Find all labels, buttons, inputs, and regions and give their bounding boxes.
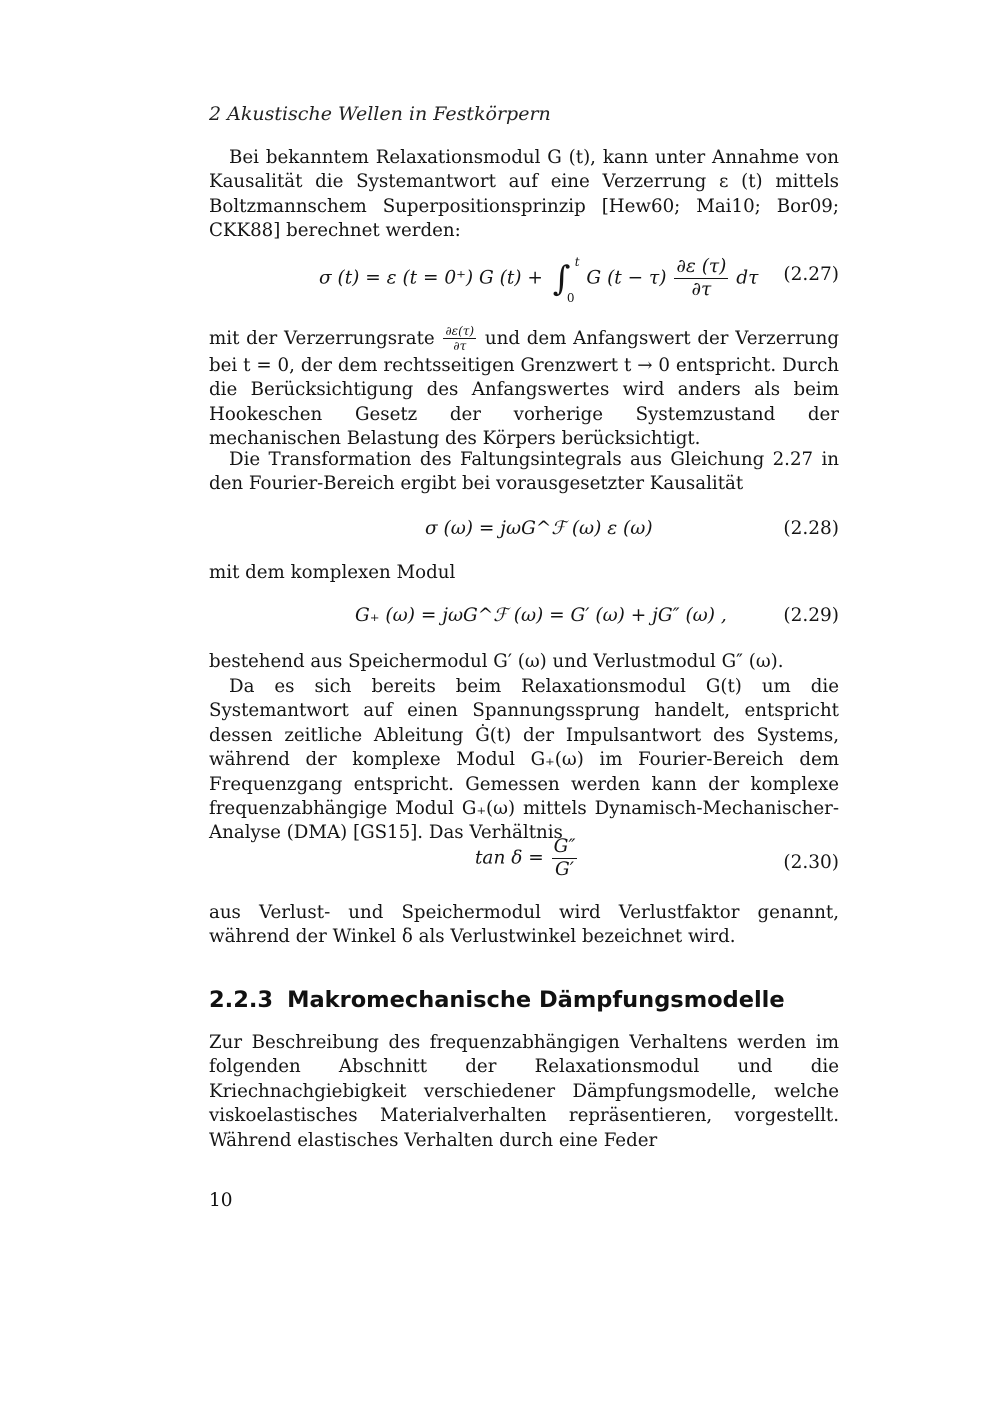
equation-2-30-fraction <box>552 836 578 881</box>
section-title: Makromechanische Dämpfungsmodelle <box>287 987 785 1013</box>
paragraph-strain-rate <box>209 324 839 451</box>
inline-fraction-denominator: ∂τ <box>453 339 467 354</box>
paragraph-intro: Bei bekanntem Relaxationsmodul G (t), kann unter Annahme von Kausalität die Systemantwort auf eine Verzerrung ε (t) mittels Boltzmannschem Superpositionsprinzip [Hew60; Mai10; Bor09; CKK88] berechnet werden: <box>209 147 839 242</box>
equation-number: (2.27) <box>783 264 839 285</box>
fraction-numerator: G″ <box>552 836 578 859</box>
fraction-denominator: ∂τ <box>691 279 712 301</box>
paragraph-loss-factor: aus Verlust- und Speichermodul wird Verlustfaktor genannt, während der Winkel δ als Verlustwinkel bezeichnet wird. <box>209 902 839 948</box>
page-number: 10 <box>209 1190 233 1211</box>
paragraph-complex-modulus: mit dem komplexen Modul <box>209 562 456 583</box>
integral-sign: ∫ t 0 <box>552 254 580 305</box>
paragraph-relaxation: Da es sich bereits beim Relaxationsmodul G(t) um die Systemantwort auf einen Spannungssprung handelt, entspricht dessen zeitliche Ableitung Ġ(t) der Impulsantwort des Systems, während der komplexe Modul G₊(ω) im Fourier-Bereich dem Frequenzgang entspricht. Gemessen werden kann der komplexe frequenzabhängige Modul G₊(ω) mittels Dynamisch-Mechanischer-Analyse (DMA) [GS15]. Das Verhältnis <box>209 676 839 844</box>
fraction-denominator: G′ <box>555 859 575 881</box>
paragraph-fourier: Die Transformation des Faltungsintegrals aus Gleichung 2.27 in den Fourier-Bereich ergibt bei vorausgesetzter Kausalität <box>209 449 839 495</box>
inline-fraction <box>443 324 476 354</box>
integral-upper-limit: t <box>574 254 580 269</box>
paragraph-damping-models: Zur Beschreibung des frequenzabhängigen Verhaltens werden im folgenden Abschnitt der Relaxationsmodul und die Kriechnachgiebigkeit verschiedener Dämpfungsmodelle, welche viskoelastisches Materialverhalten repräsentieren, vorgestellt. Während elastisches Verhalten durch eine Feder <box>209 1032 839 1151</box>
equation-number: (2.30) <box>783 852 839 873</box>
equation-2-27-integrand: G (t − τ) <box>586 267 667 289</box>
paragraph-strain-rate-rest: und dem Anfangswert der Verzerrung bei t = 0, der dem rechtsseitigen Grenzwert t → 0 entspricht. Durch die Berücksichtigung des Anfangswertes wird anders als beim Hookeschen Gesetz der vorherige Systemzustand der mechanischen Belastung des Körpers berücksichtigt. <box>209 327 839 449</box>
equation-2-27-differential: dτ <box>736 267 759 289</box>
integral-lower-limit: 0 <box>566 290 575 305</box>
running-head: 2 Akustische Wellen in Festkörpern <box>209 103 551 125</box>
equation-number: (2.28) <box>783 518 839 539</box>
equation-2-28-formula: σ (ω) = jωG^ℱ (ω) ε (ω) <box>425 518 653 539</box>
equation-number: (2.29) <box>783 605 839 626</box>
paragraph-strain-rate-start: mit der Verzerrungsrate <box>209 327 435 349</box>
equation-2-27 <box>209 244 839 304</box>
equation-2-30-formula <box>475 836 579 881</box>
equation-2-30 <box>209 836 839 896</box>
equation-2-27-formula <box>319 254 759 305</box>
section-number: 2.2.3 <box>209 987 274 1013</box>
section-heading <box>209 987 785 1013</box>
inline-fraction-numerator: ∂ε(τ) <box>445 324 475 338</box>
paragraph-storage-loss: bestehend aus Speichermodul G′ (ω) und Verlustmodul G″ (ω). <box>209 651 784 672</box>
equation-2-30-lhs: tan δ = <box>475 847 544 869</box>
fraction-numerator: ∂ε (τ) <box>674 256 728 279</box>
equation-2-27-lhs: σ (t) = ε (t = 0⁺) G (t) + <box>319 267 543 289</box>
equation-2-27-fraction <box>674 256 728 301</box>
equation-2-29-formula: G₊ (ω) = jωG^ℱ (ω) = G′ (ω) + jG″ (ω) , <box>355 605 727 626</box>
